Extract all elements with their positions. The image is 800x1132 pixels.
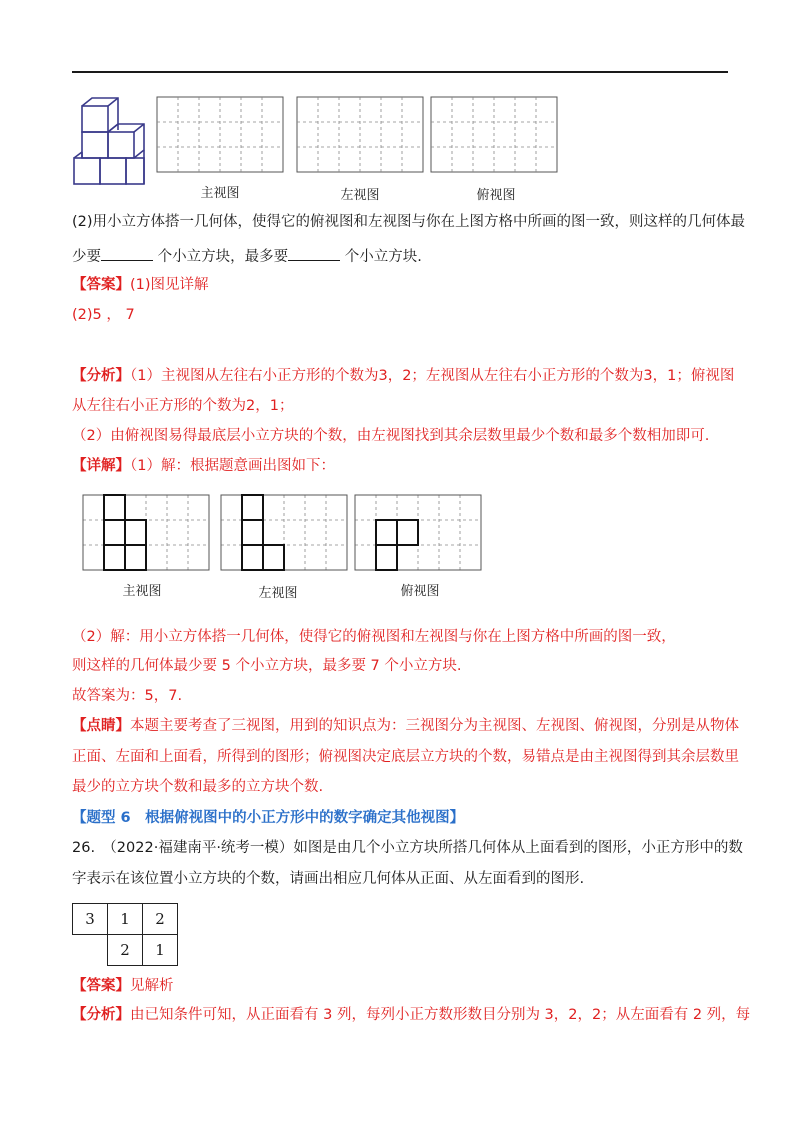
empty-grid-left [296, 96, 426, 174]
detail-line1: 【详解】（1）解：根据题意画出图如下： [72, 458, 335, 474]
top-view-number-grid [72, 903, 178, 966]
answer-grid-top [354, 494, 484, 572]
grid-cell-empty [73, 935, 108, 966]
grid-cell: 1 [143, 935, 178, 966]
detail-line4: 故答案为：5，7. [72, 688, 183, 704]
q2-line2: 少要 个小立方块，最多要 个小立方块. [72, 246, 422, 267]
answer-line: 【答案】(1)图见详解 [72, 277, 209, 293]
grid-cell: 2 [143, 904, 178, 935]
comment-line2: 正面、左面和上面看，所得到的图形；俯视图决定底层立方块的个数，易错点是由主视图得到其余层数里 [72, 749, 739, 765]
answer-grid-left [220, 494, 350, 572]
analysis2-label: 【分析】 [72, 1007, 130, 1023]
answer-grid-front [82, 494, 212, 572]
comment-line3: 最少的立方块个数和最多的立方块个数. [72, 779, 324, 795]
empty-grid-top [430, 96, 560, 174]
grid-cell: 2 [108, 935, 143, 966]
detail-line3: 则这样的几何体最少要 5 个小立方块，最多要 7 个小立方块. [72, 658, 462, 674]
empty-grid-front [156, 96, 286, 174]
comment-line1: 【点睛】本题主要考查了三视图，用到的知识点为：三视图分为主视图、左视图、俯视图，分别是从物体 [72, 718, 739, 734]
q26-line1: 26. （2022·福建南平·统考一模）如图是由几个小立方块所搭几何体从上面看到的图形，小正方形中的数 [72, 840, 743, 856]
analysis-label: 【分析】 [72, 368, 130, 384]
caption-top-view: 俯视图 [476, 188, 516, 203]
q2-line1: (2)用小立方体搭一几何体，使得它的俯视图和左视图与你在上图方格中所画的图一致，则这样的几何体最 [72, 214, 746, 230]
analysis-line1: 【分析】（1）主视图从左往右小正方形的个数为3，2；左视图从左往右小正方形的个数为3，1；俯视图 [72, 368, 735, 384]
grid-cell: 3 [73, 904, 108, 935]
answer2-line: 【答案】见解析 [72, 978, 174, 994]
grid-cell: 1 [108, 904, 143, 935]
blank-min[interactable] [101, 246, 153, 261]
blank-max[interactable] [288, 246, 340, 261]
analysis2-line: 【分析】由已知条件可知，从正面看有 3 列，每列小正方数形数目分别为 3，2，2；从左面看有 2 列，每 [72, 1007, 751, 1023]
header-rule [72, 71, 728, 73]
cube-stack-figure [72, 96, 152, 188]
topic-heading: 【题型 6 根据俯视图中的小正方形中的数字确定其他视图】 [72, 810, 465, 826]
detail-label: 【详解】 [72, 458, 130, 474]
detail-line2: （2）解：用小立方体搭一几何体，使得它的俯视图和左视图与你在上图方格中所画的图一致， [72, 629, 676, 645]
analysis-line3: （2）由俯视图易得最底层小立方块的个数，由左视图找到其余层数里最少个数和最多个数相加即可. [72, 428, 710, 444]
answer-label: 【答案】 [72, 277, 130, 293]
answer2-label: 【答案】 [72, 978, 130, 994]
comment-label: 【点睛】 [72, 718, 130, 734]
answer-caption-left: 左视图 [258, 586, 298, 601]
answer-line2: (2)5 ， 7 [72, 307, 135, 323]
caption-left-view: 左视图 [340, 188, 380, 203]
analysis-line2: 从左往右小正方形的个数为2，1； [72, 398, 294, 414]
q26-line2: 字表示在该位置小立方块的个数，请画出相应几何体从正面、从左面看到的图形. [72, 871, 585, 887]
caption-front-view: 主视图 [200, 186, 240, 201]
answer-caption-front: 主视图 [122, 584, 162, 599]
answer-caption-top: 俯视图 [400, 584, 440, 599]
